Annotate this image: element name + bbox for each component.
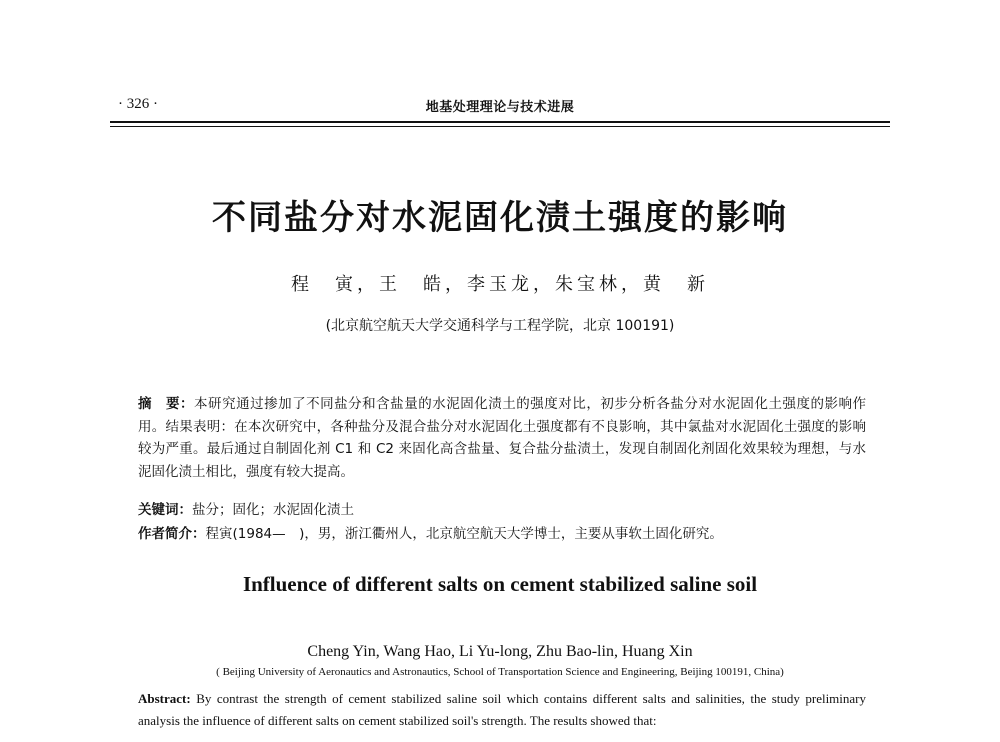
english-affiliation: ( Beijing University of Aeronautics and Astronautics, School of Transportation Science and Engineering, Beijing 100191, China) bbox=[216, 666, 784, 678]
header-rule-thick bbox=[110, 121, 890, 123]
author-bio-text: 程寅(1984— )，男，浙江衢州人，北京航空航天大学博士，主要从事软土固化研究。 bbox=[205, 526, 723, 542]
author-bio bbox=[138, 522, 723, 542]
english-abstract-text: By contrast the strength of cement stabilized saline soil which contains different salts and salinities, the study preliminary analysis the influence of different salts on cement stabilized soil's strength. The results showed that: bbox=[138, 691, 867, 728]
chinese-abstract-text: 本研究通过掺加了不同盐分和含盐量的水泥固化渍土的强度对比，初步分析各盐分对水泥固化土强度的影响作用。结果表明：在本次研究中，各种盐分及混合盐分对水泥固化土强度都有不良影响，其中氯盐对水泥固化土强度的影响较为严重。最后通过自制固化剂 C1 和 C2 来固化高含盐量、复合盐分盐渍土，发现自制固化剂固化效果较为理想，与水泥固化渍土相比，强度有较大提高。 bbox=[138, 396, 867, 480]
chinese-authors: 程 寅，王 皓，李玉龙，朱宝林，黄 新 bbox=[291, 274, 709, 295]
chinese-keywords-label: 关键词： bbox=[138, 502, 192, 518]
english-authors: Cheng Yin, Wang Hao, Li Yu-long, Zhu Bao-lin, Huang Xin bbox=[307, 643, 693, 660]
chinese-affiliation: (北京航空航天大学交通科学与工程学院，北京 100191) bbox=[325, 318, 675, 334]
header-rule-thin bbox=[110, 126, 890, 127]
chinese-keywords-text: 盐分；固化；水泥固化渍土 bbox=[192, 502, 354, 518]
english-abstract-label: Abstract: bbox=[138, 691, 191, 706]
english-title: Influence of different salts on cement stabilized saline soil bbox=[242, 572, 758, 596]
journal-running-title: 地基处理理论与技术进展 bbox=[425, 100, 575, 115]
author-bio-label: 作者简介： bbox=[138, 526, 206, 542]
chinese-abstract-label: 摘 要： bbox=[138, 396, 195, 412]
chinese-title: 不同盐分对水泥固化渍土强度的影响 bbox=[212, 198, 788, 238]
page-number: · 326 · bbox=[118, 96, 158, 112]
chinese-keywords bbox=[138, 498, 354, 518]
english-abstract bbox=[138, 688, 866, 732]
chinese-abstract bbox=[138, 393, 866, 483]
